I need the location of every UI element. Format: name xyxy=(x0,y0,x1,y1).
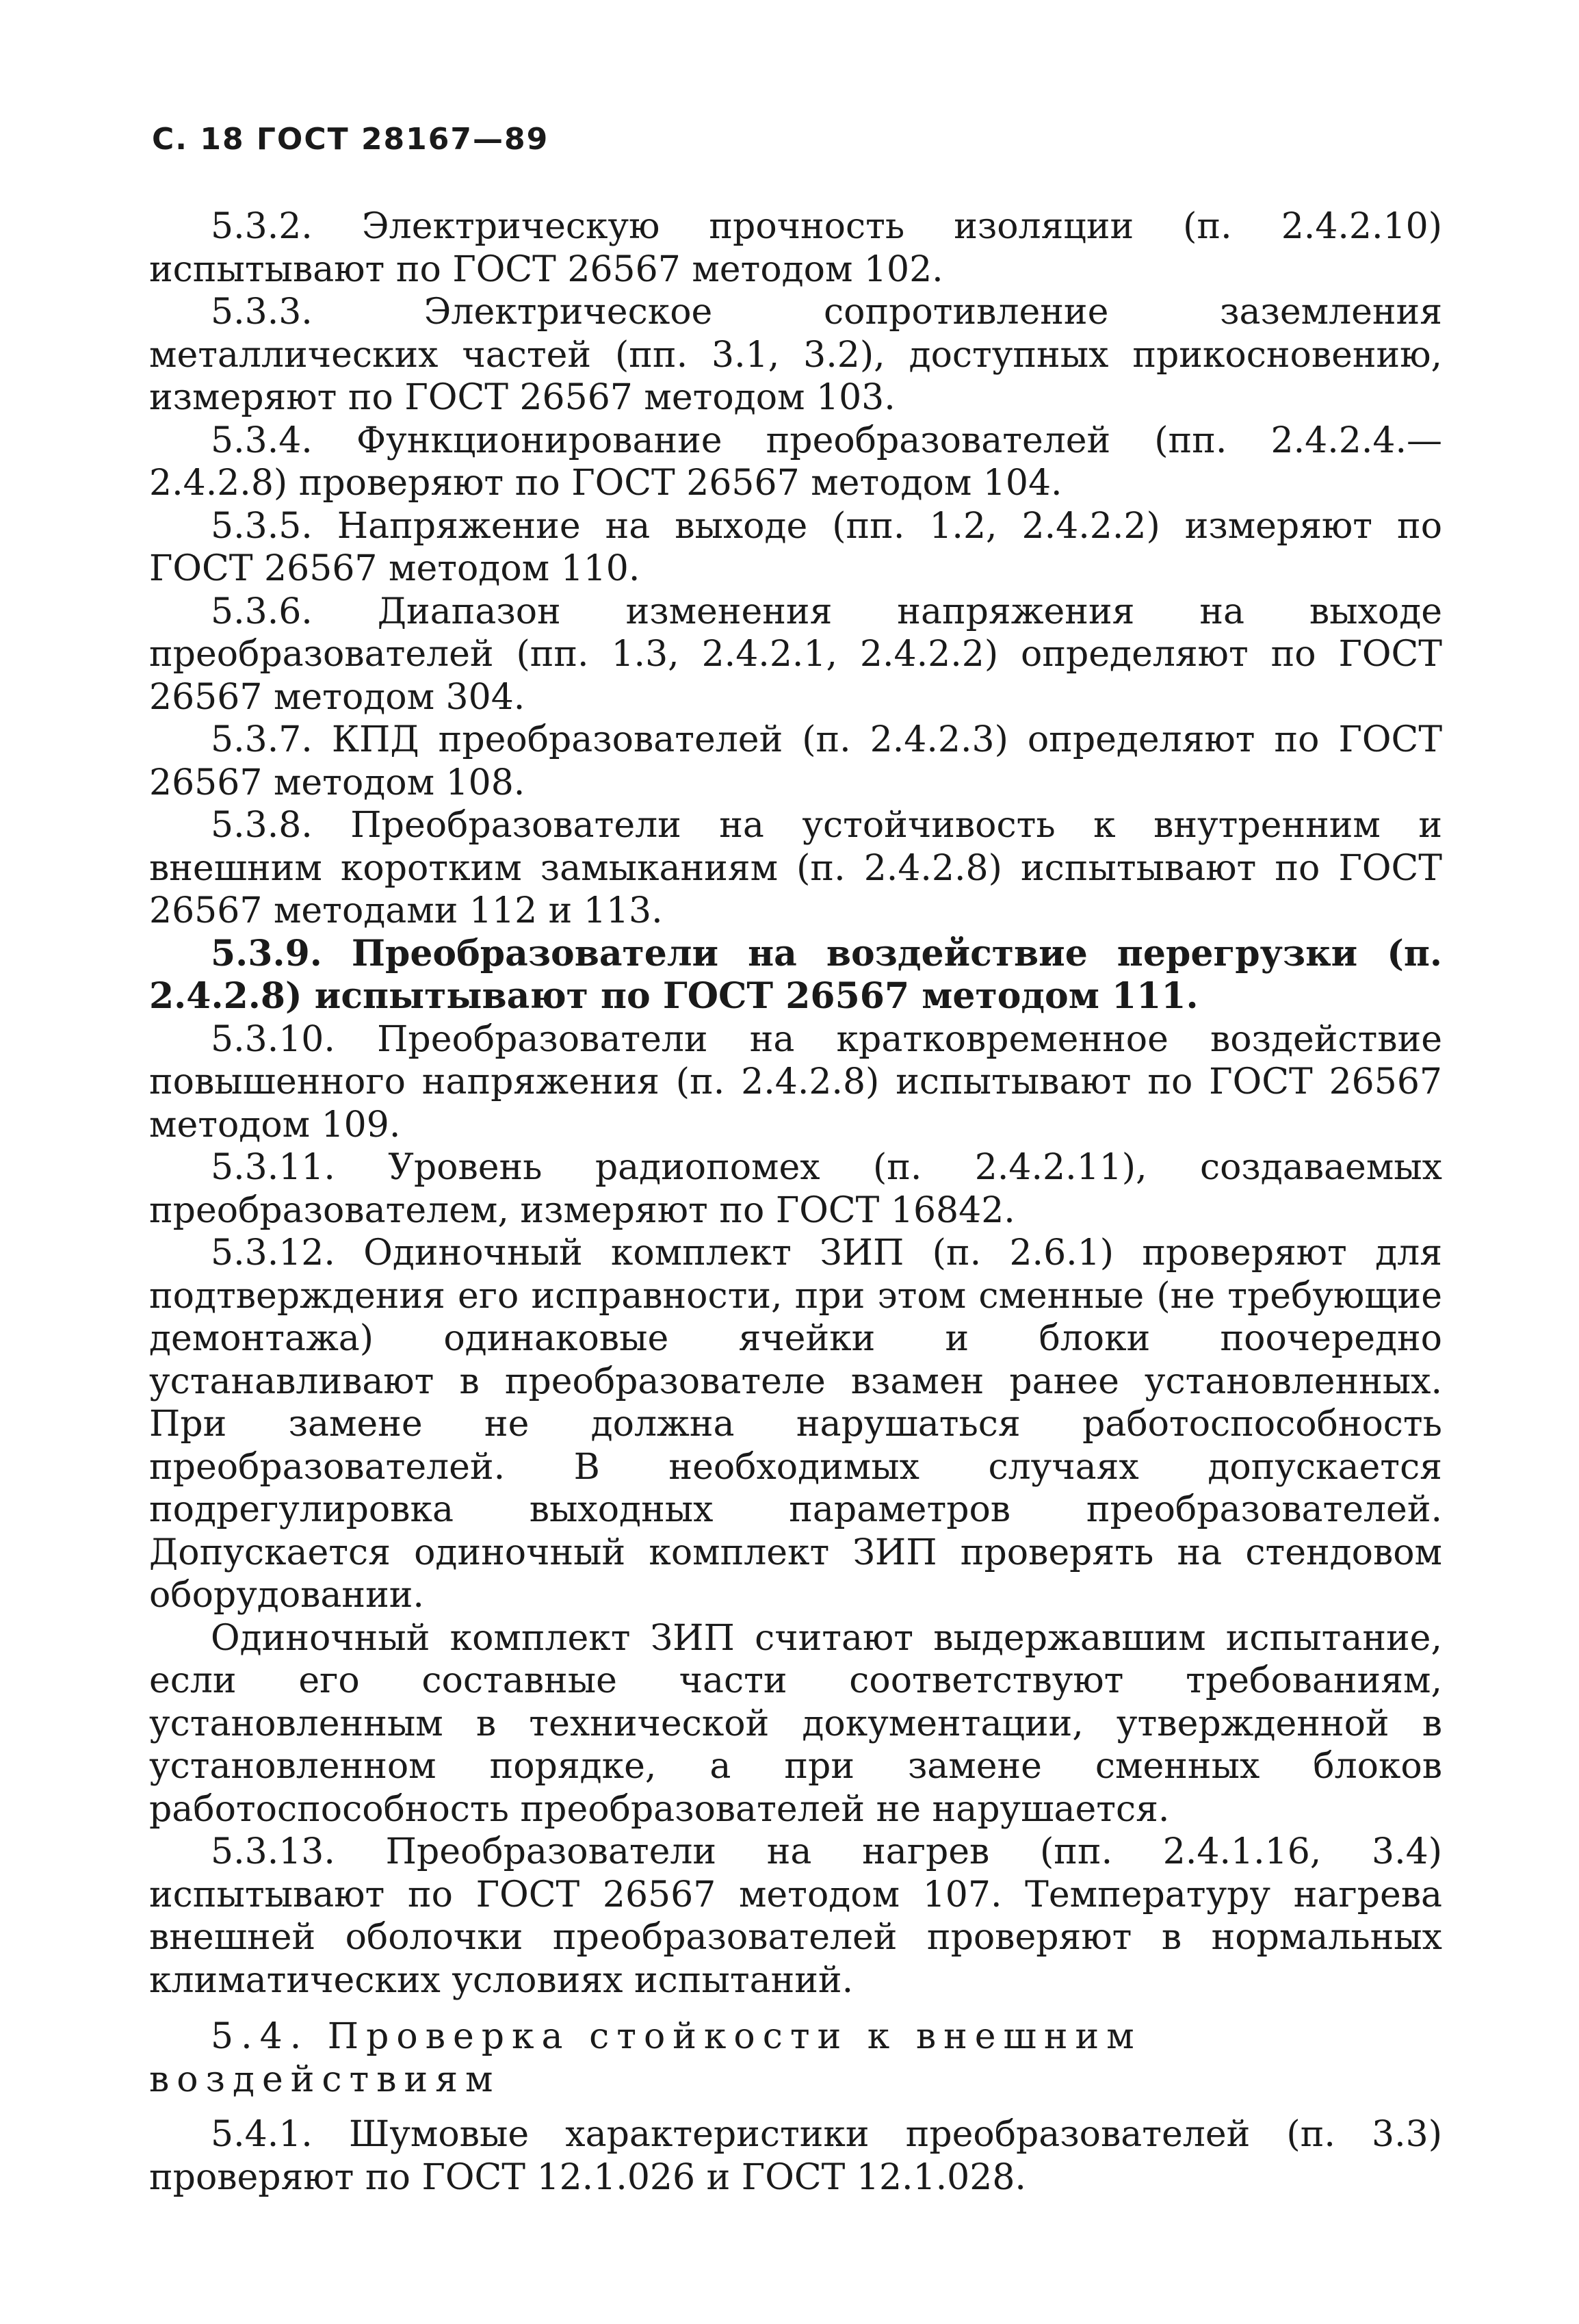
paragraph-5-3-7: 5.3.7. КПД преобразователей (п. 2.4.2.3) определяют по ГОСТ 26567 методом 108. xyxy=(149,719,1442,803)
paragraph-5-3-6: 5.3.6. Диапазон изменения напряжения на выходе преобразователей (пп. 1.3, 2.4.2.1, 2.4.2.2) определяют по ГОСТ 26567 методом 304. xyxy=(149,591,1442,718)
paragraph-5-3-5: 5.3.5. Напряжение на выходе (пп. 1.2, 2.4.2.2) измеряют по ГОСТ 26567 методом 110. xyxy=(149,505,1442,589)
paragraph-5-3-9: 5.3.9. Преобразователи на воздействие перегрузки (п. 2.4.2.8) испытывают по ГОСТ 26567 методом 111. xyxy=(149,932,1442,1017)
paragraph-5-3-3: 5.3.3. Электрическое сопротивление заземления металлических частей (пп. 3.1, 3.2), доступных прикосновению, измеряют по ГОСТ 26567 методом 103. xyxy=(149,292,1442,418)
paragraph-5-3-2: 5.3.2. Электрическую прочность изоляции (п. 2.4.2.10) испытывают по ГОСТ 26567 методом 102. xyxy=(149,206,1442,290)
paragraph-5-3-13: 5.3.13. Преобразователи на нагрев (пп. 2.4.1.16, 3.4) испытывают по ГОСТ 26567 методом 107. Температуру нагрева внешней оболочки преобразователей проверяют в нормальных климатических условиях испытаний. xyxy=(149,1831,1442,2001)
section-title-5-4: 5.4. Проверка стойкости к внешним воздействиям xyxy=(149,2016,1142,2100)
paragraph-5-4-1: 5.4.1. Шумовые характеристики преобразователей (п. 3.3) проверяют по ГОСТ 12.1.026 и ГОСТ 12.1.028. xyxy=(149,2114,1442,2198)
paragraph-5-3-4: 5.3.4. Функционирование преобразователей (пп. 2.4.2.4.— 2.4.2.8) проверяют по ГОСТ 26567 методом 104. xyxy=(149,419,1442,504)
paragraph-5-3-10: 5.3.10. Преобразователи на кратковременное воздействие повышенного напряжения (п. 2.4.2.8) испытывают по ГОСТ 26567 методом 109. xyxy=(149,1018,1442,1146)
body-text xyxy=(149,205,1442,2199)
paragraph-5-3-8: 5.3.8. Преобразователи на устойчивость к внутренним и внешним коротким замыканиям (п. 2.4.2.8) испытывают по ГОСТ 26567 методами 112 и 113. xyxy=(149,805,1442,931)
page-header: С. 18 ГОСТ 28167—89 xyxy=(152,122,549,157)
paragraph-5-3-12: 5.3.12. Одиночный комплект ЗИП (п. 2.6.1) проверяют для подтверждения его исправности, при этом сменные (не требующие демонтажа) одинаковые ячейки и блоки поочередно устанавливают в преобразователе взамен ранее установленных. При замене не должна нарушаться работоспособность преобразователей. В необходимых случаях допускается подрегулировка выходных параметров преобразователей. Допускается одиночный комплект ЗИП проверять на стендовом оборудовании. xyxy=(149,1232,1442,1616)
paragraph-5-3-12-continuation: Одиночный комплект ЗИП считают выдержавшим испытание, если его составные части соответствуют требованиям, установленным в технической документации, утвержденной в установленном порядке, а при замене сменных блоков работоспособность преобразователей не нарушается. xyxy=(149,1617,1442,1830)
paragraph-5-3-11: 5.3.11. Уровень радиопомех (п. 2.4.2.11), создаваемых преобразователем, измеряют по ГОСТ 16842. xyxy=(149,1147,1442,1231)
